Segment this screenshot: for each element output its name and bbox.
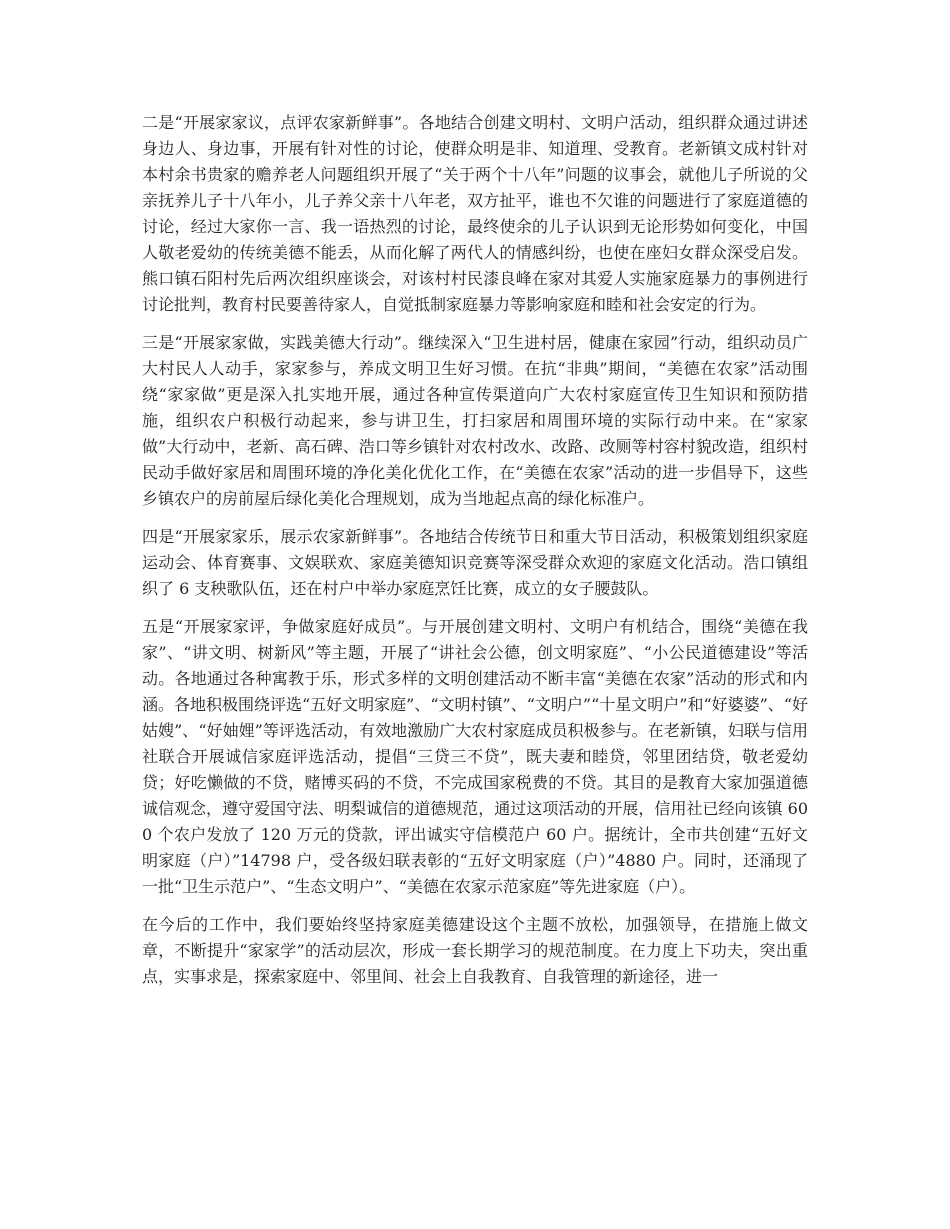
paragraph-two: 二是“开展家家议，点评农家新鲜事”。各地结合创建文明村、文明户活动，组织群众通过讲述身边人、身边事，开展有针对性的讨论，使群众明是非、知道理、受教育。老新镇文成村针对本村余书贵家的赡养老人问题组织开展了“关于两个十八年”问题的议事会，就他儿子所说的父亲抚养儿子十八年小，儿子养父亲十八年老，双方扯平，谁也不欠谁的问题进行了家庭道德的讨论，经过大家你一言、我一语热烈的讨论，最终使余的儿子认识到无论形势如何变化，中国人敬老爱幼的传统美德不能丢，从而化解了两代人的情感纠纷，也使在座妇女群众深受启发。熊口镇石阳村先后两次组织座谈会，对该村村民漆良峰在家对其爱人实施家庭暴力的事例进行讨论批判，教育村民要善待家人，自觉抵制家庭暴力等影响家庭和睦和社会安定的行为。 — [142, 113, 808, 314]
paragraph-three: 三是“开展家家做，实践美德大行动”。继续深入“卫生进村居，健康在家园”行动，组织动员广大村民人人动手，家家参与，养成文明卫生好习惯。在抗“非典”期间，“美德在农家”活动围绕“家家做”更是深入扎实地开展，通过各种宣传渠道向广大农村家庭宣传卫生知识和预防措施，组织农户积极行动起来，参与讲卫生，打扫家居和周围环境的实际行动中来。在“家家做”大行动中，老新、高石碑、浩口等乡镇针对农村改水、改路、改厕等村容村貌改造，组织村民动手做好家居和周围环境的净化美化优化工作，在“美德在农家”活动的进一步倡导下，这些乡镇农户的房前屋后绿化美化合理规划，成为当地起点高的绿化标准户。 — [142, 333, 808, 508]
paragraph-future-work: 在今后的工作中，我们要始终坚持家庭美德建设这个主题不放松，加强领导，在措施上做文章，不断提升“家家学”的活动层次，形成一套长期学习的规范制度。在力度上下功夫，突出重点，实事求是，探索家庭中、邻里间、社会上自我教育、自我管理的新途径，进一 — [142, 915, 808, 986]
paragraph-four: 四是“开展家家乐，展示农家新鲜事”。各地结合传统节日和重大节日活动，积极策划组织家庭运动会、体育赛事、文娱联欢、家庭美德知识竞赛等深受群众欢迎的家庭文化活动。浩口镇组织了 6 支秧歌队伍，还在村户中举办家庭烹饪比赛，成立的女子腰鼓队。 — [142, 527, 808, 598]
document-page — [142, 110, 808, 1002]
paragraph-five: 五是“开展家家评，争做家庭好成员”。与开展创建文明村、文明户有机结合，围绕“美德在我家”、“讲文明、树新风”等主题，开展了“讲社会公德，创文明家庭”、“小公民道德建设”等活动。各地通过各种寓教于乐，形式多样的文明创建活动不断丰富“美德在农家”活动的形式和内涵。各地积极围绕评选“五好文明家庭”、“文明村镇”、“文明户”“十星文明户”和“好婆婆”、“好姑嫂”、“好妯娌”等评选活动，有效地激励广大农村家庭成员积极参与。在老新镇，妇联与信用社联合开展诚信家庭评选活动，提倡“三贷三不贷”，既夫妻和睦贷，邻里团结贷，敬老爱幼贷；好吃懒做的不贷，赌博买码的不贷，不完成国家税费的不贷。其目的是教育大家加强道德诚信观念，遵守爱国守法、明梨诚信的道德规范，通过这项活动的开展，信用社已经向该镇 600 个农户发放了 120 万元的贷款，评出诚实守信模范户 60 户。据统计，全市共创建“五好文明家庭（户）”14798 户，受各级妇联表彰的“五好文明家庭（户）”4880 户。同时，还涌现了一批“卫生示范户”、“生态文明户”、“美德在农家示范家庭”等先进家庭（户）。 — [142, 617, 808, 896]
